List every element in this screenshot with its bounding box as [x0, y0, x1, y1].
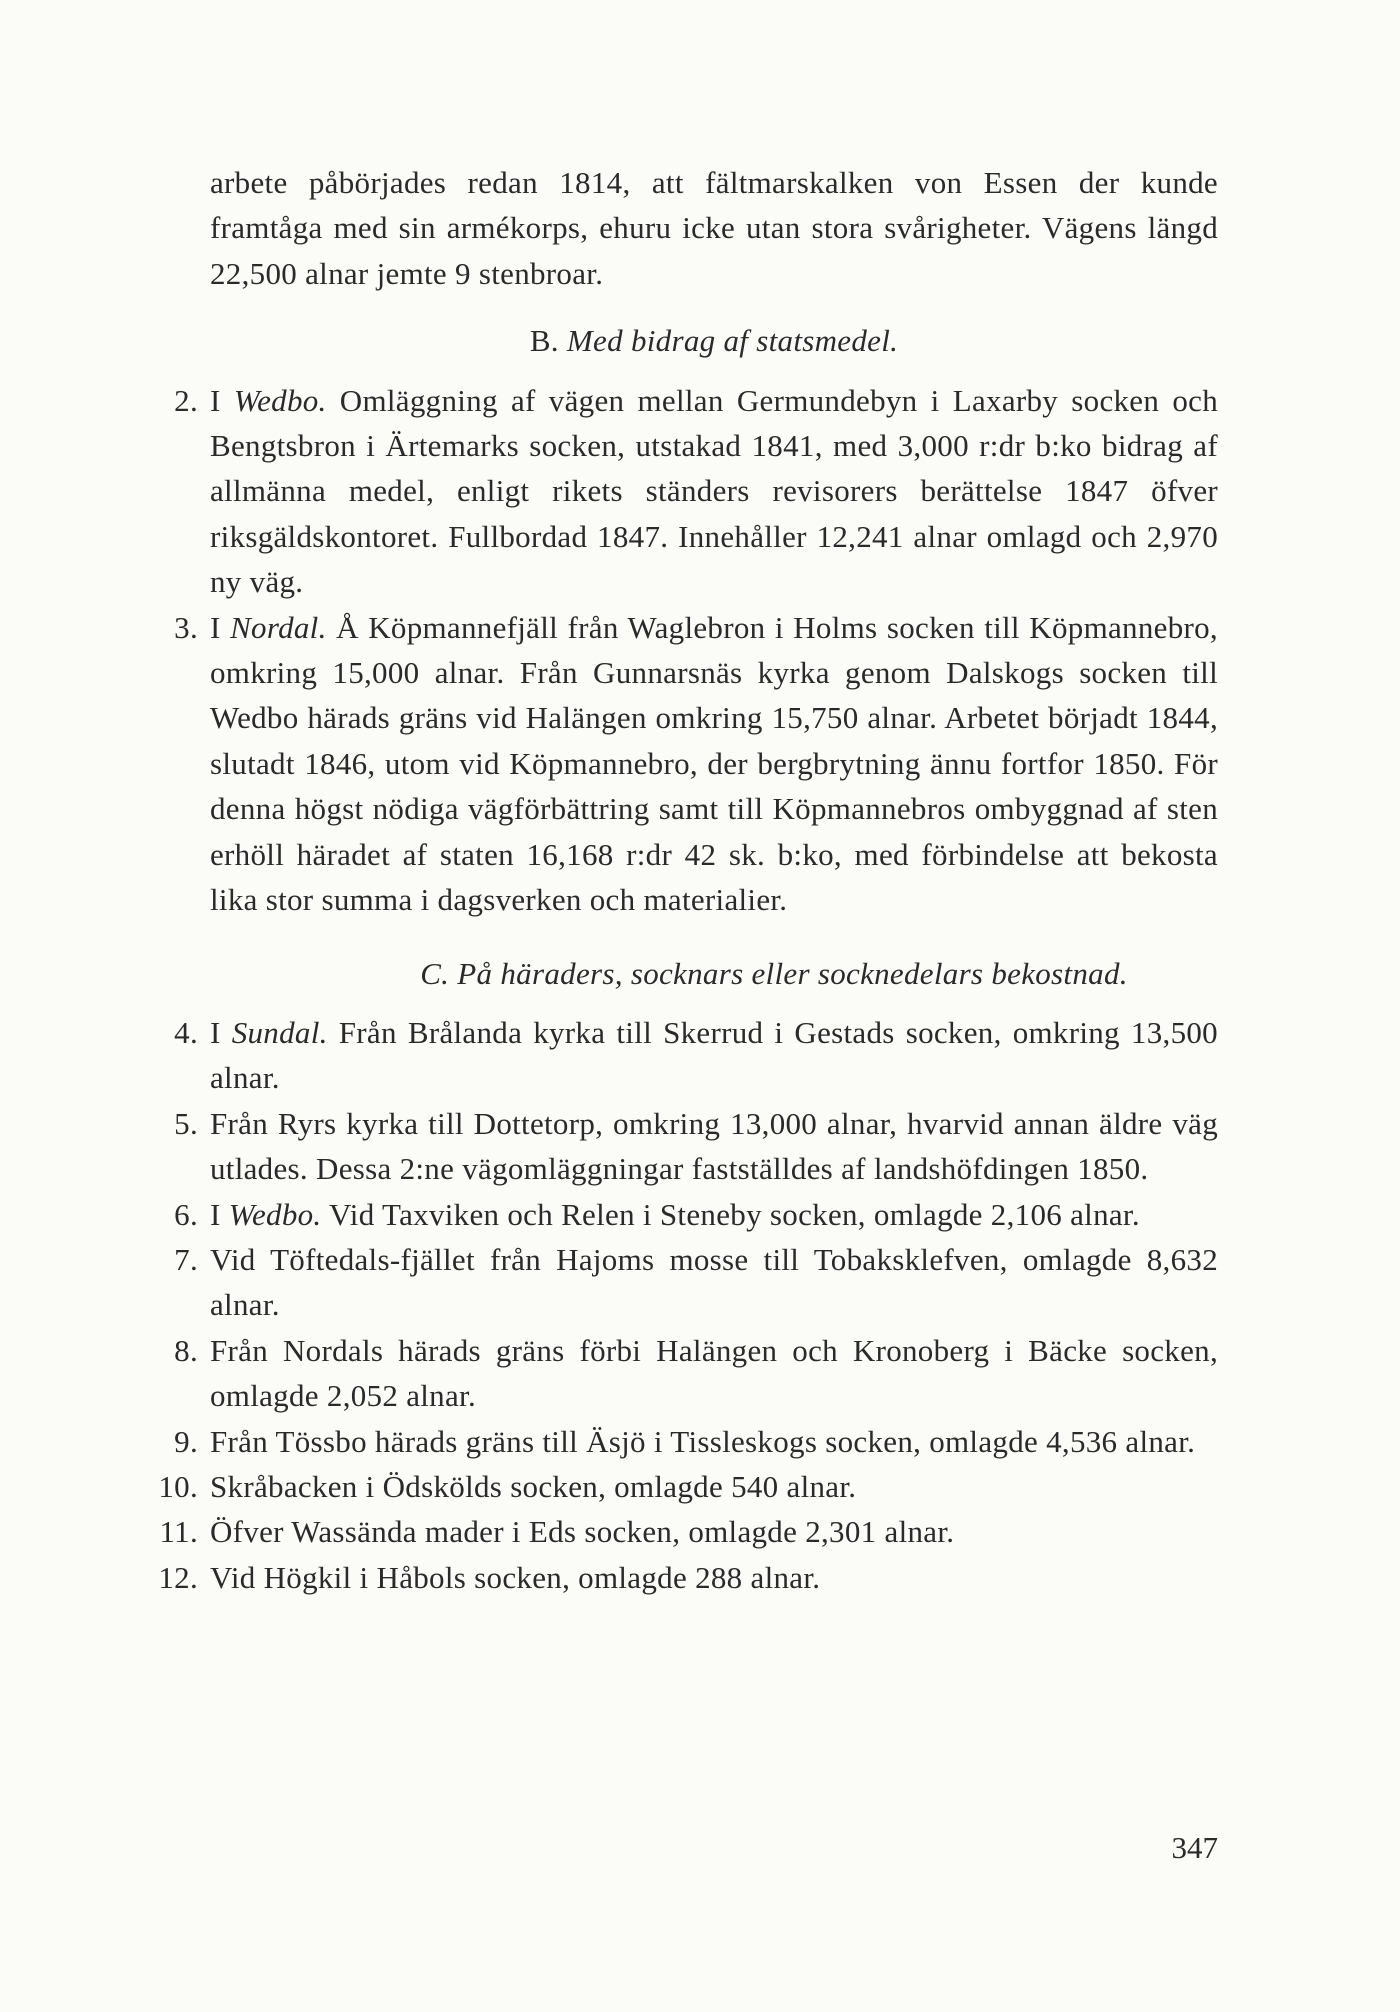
- item-text: Vid Töftedals-fjället från Hajoms mosse till Tobaksklefven, omlagde 8,632 alnar.: [210, 1241, 1218, 1323]
- list-item: [174, 1237, 1218, 1328]
- section-b-heading: [210, 318, 1218, 363]
- item-text: Å Köpmannefjäll från Waglebron i Holms socken till Köpmannebro, omkring 15,000 alnar. Från Gunnarsnäs kyrka genom Dalskogs socken till Wedbo härads gräns vid Halängen omkring 15,750 alnar. Arbetet börjadt 1844, slutadt 1846, utom vid Köpmannebro, der bergbrytning ännu fortfor 1850. För denna högst nödiga vägförbättring samt till Köpmannebros ombyggnad af sten erhöll häradet af staten 16,168 r:dr 42 sk. b:ko, med förbindelse att bekosta lika stor summa i dagsverken och materialier.: [210, 609, 1218, 918]
- section-c-title: På häraders, socknars eller socknedelars bekostnad.: [457, 955, 1128, 991]
- list-item: [174, 1101, 1218, 1192]
- list-item: [174, 1419, 1218, 1464]
- item-number: 7.: [174, 1241, 198, 1277]
- item-number: 4.: [174, 1014, 198, 1050]
- item-number: 11.: [159, 1514, 198, 1550]
- list-item: [159, 1509, 1218, 1554]
- item-number: 2.: [174, 382, 198, 418]
- item-text: Från Tössbo härads gräns till Äsjö i Tissleskogs socken, omlagde 4,536 alnar.: [210, 1423, 1196, 1459]
- list-item: [174, 1328, 1218, 1419]
- section-c-letter: C.: [420, 955, 450, 991]
- item-number: 6.: [174, 1196, 198, 1232]
- list-item: [174, 1010, 1218, 1101]
- item-text: Skråbacken i Ödskölds socken, omlagde 540 alnar.: [210, 1468, 857, 1504]
- item-place: Sundal.: [231, 1014, 328, 1050]
- item-place: Wedbo.: [233, 382, 327, 418]
- item-number: 3.: [174, 609, 198, 645]
- item-text: Öfver Wassända mader i Eds socken, omlagde 2,301 alnar.: [210, 1514, 955, 1550]
- list-item: [174, 378, 1219, 605]
- item-place: Wedbo.: [228, 1196, 322, 1232]
- section-b-title: Med bidrag af statsmedel.: [566, 323, 899, 359]
- item-text: Från Nordals härads gräns förbi Halängen och Kronoberg i Bäcke socken, omlagde 2,052 alnar.: [210, 1332, 1218, 1414]
- section-c-heading: [210, 951, 1218, 996]
- item-text: Från Ryrs kyrka till Dottetorp, omkring 13,000 alnar, hvarvid annan äldre väg utlades. Dessa 2:ne vägomläggningar fastställdes af landshöfdingen 1850.: [210, 1105, 1218, 1187]
- item-number: 10.: [158, 1468, 198, 1504]
- list-item: [174, 1192, 1218, 1237]
- item-text: Vid Högkil i Håbols socken, omlagde 288 alnar.: [210, 1559, 821, 1595]
- list-item: [174, 605, 1218, 923]
- list-item: [158, 1464, 1218, 1509]
- item-place: Nordal.: [230, 609, 327, 645]
- text-block: [158, 160, 1219, 1600]
- item-number: 9.: [174, 1423, 198, 1459]
- item-text: Omläggning af vägen mellan Germundebyn i Laxarby socken och Bengtsbron i Ärtemarks socken, utstakad 1841, med 3,000 r:dr b:ko bidrag af allmänna medel, enligt rikets ständers revisorers berättelse 1847 öfver riksgäldskontoret. Fullbordad 1847. Innehåller 12,241 alnar omlagd och 2,970 ny väg.: [210, 382, 1219, 600]
- section-b-letter: B.: [529, 323, 559, 359]
- item-prefix: I: [210, 609, 221, 645]
- item-prefix: I: [210, 1196, 221, 1232]
- item-prefix: I: [210, 382, 221, 418]
- item-prefix: I: [210, 1014, 221, 1050]
- item-text: Vid Taxviken och Relen i Steneby socken, omlagde 2,106 alnar.: [328, 1196, 1140, 1232]
- list-item: [158, 1555, 1218, 1600]
- item-number: 8.: [174, 1332, 198, 1368]
- item-text: Från Brålanda kyrka till Skerrud i Gestads socken, omkring 13,500 alnar.: [210, 1014, 1218, 1096]
- item-number: 5.: [174, 1105, 198, 1141]
- intro-paragraph: arbete påbörjades redan 1814, att fältmarskalken von Essen der kunde framtåga med sin armékorps, ehuru icke utan stora svårigheter. Vägens längd 22,500 alnar jemte 9 stenbroar.: [210, 165, 1218, 291]
- page-number: 347: [1171, 1830, 1218, 1865]
- item-number: 12.: [158, 1559, 198, 1595]
